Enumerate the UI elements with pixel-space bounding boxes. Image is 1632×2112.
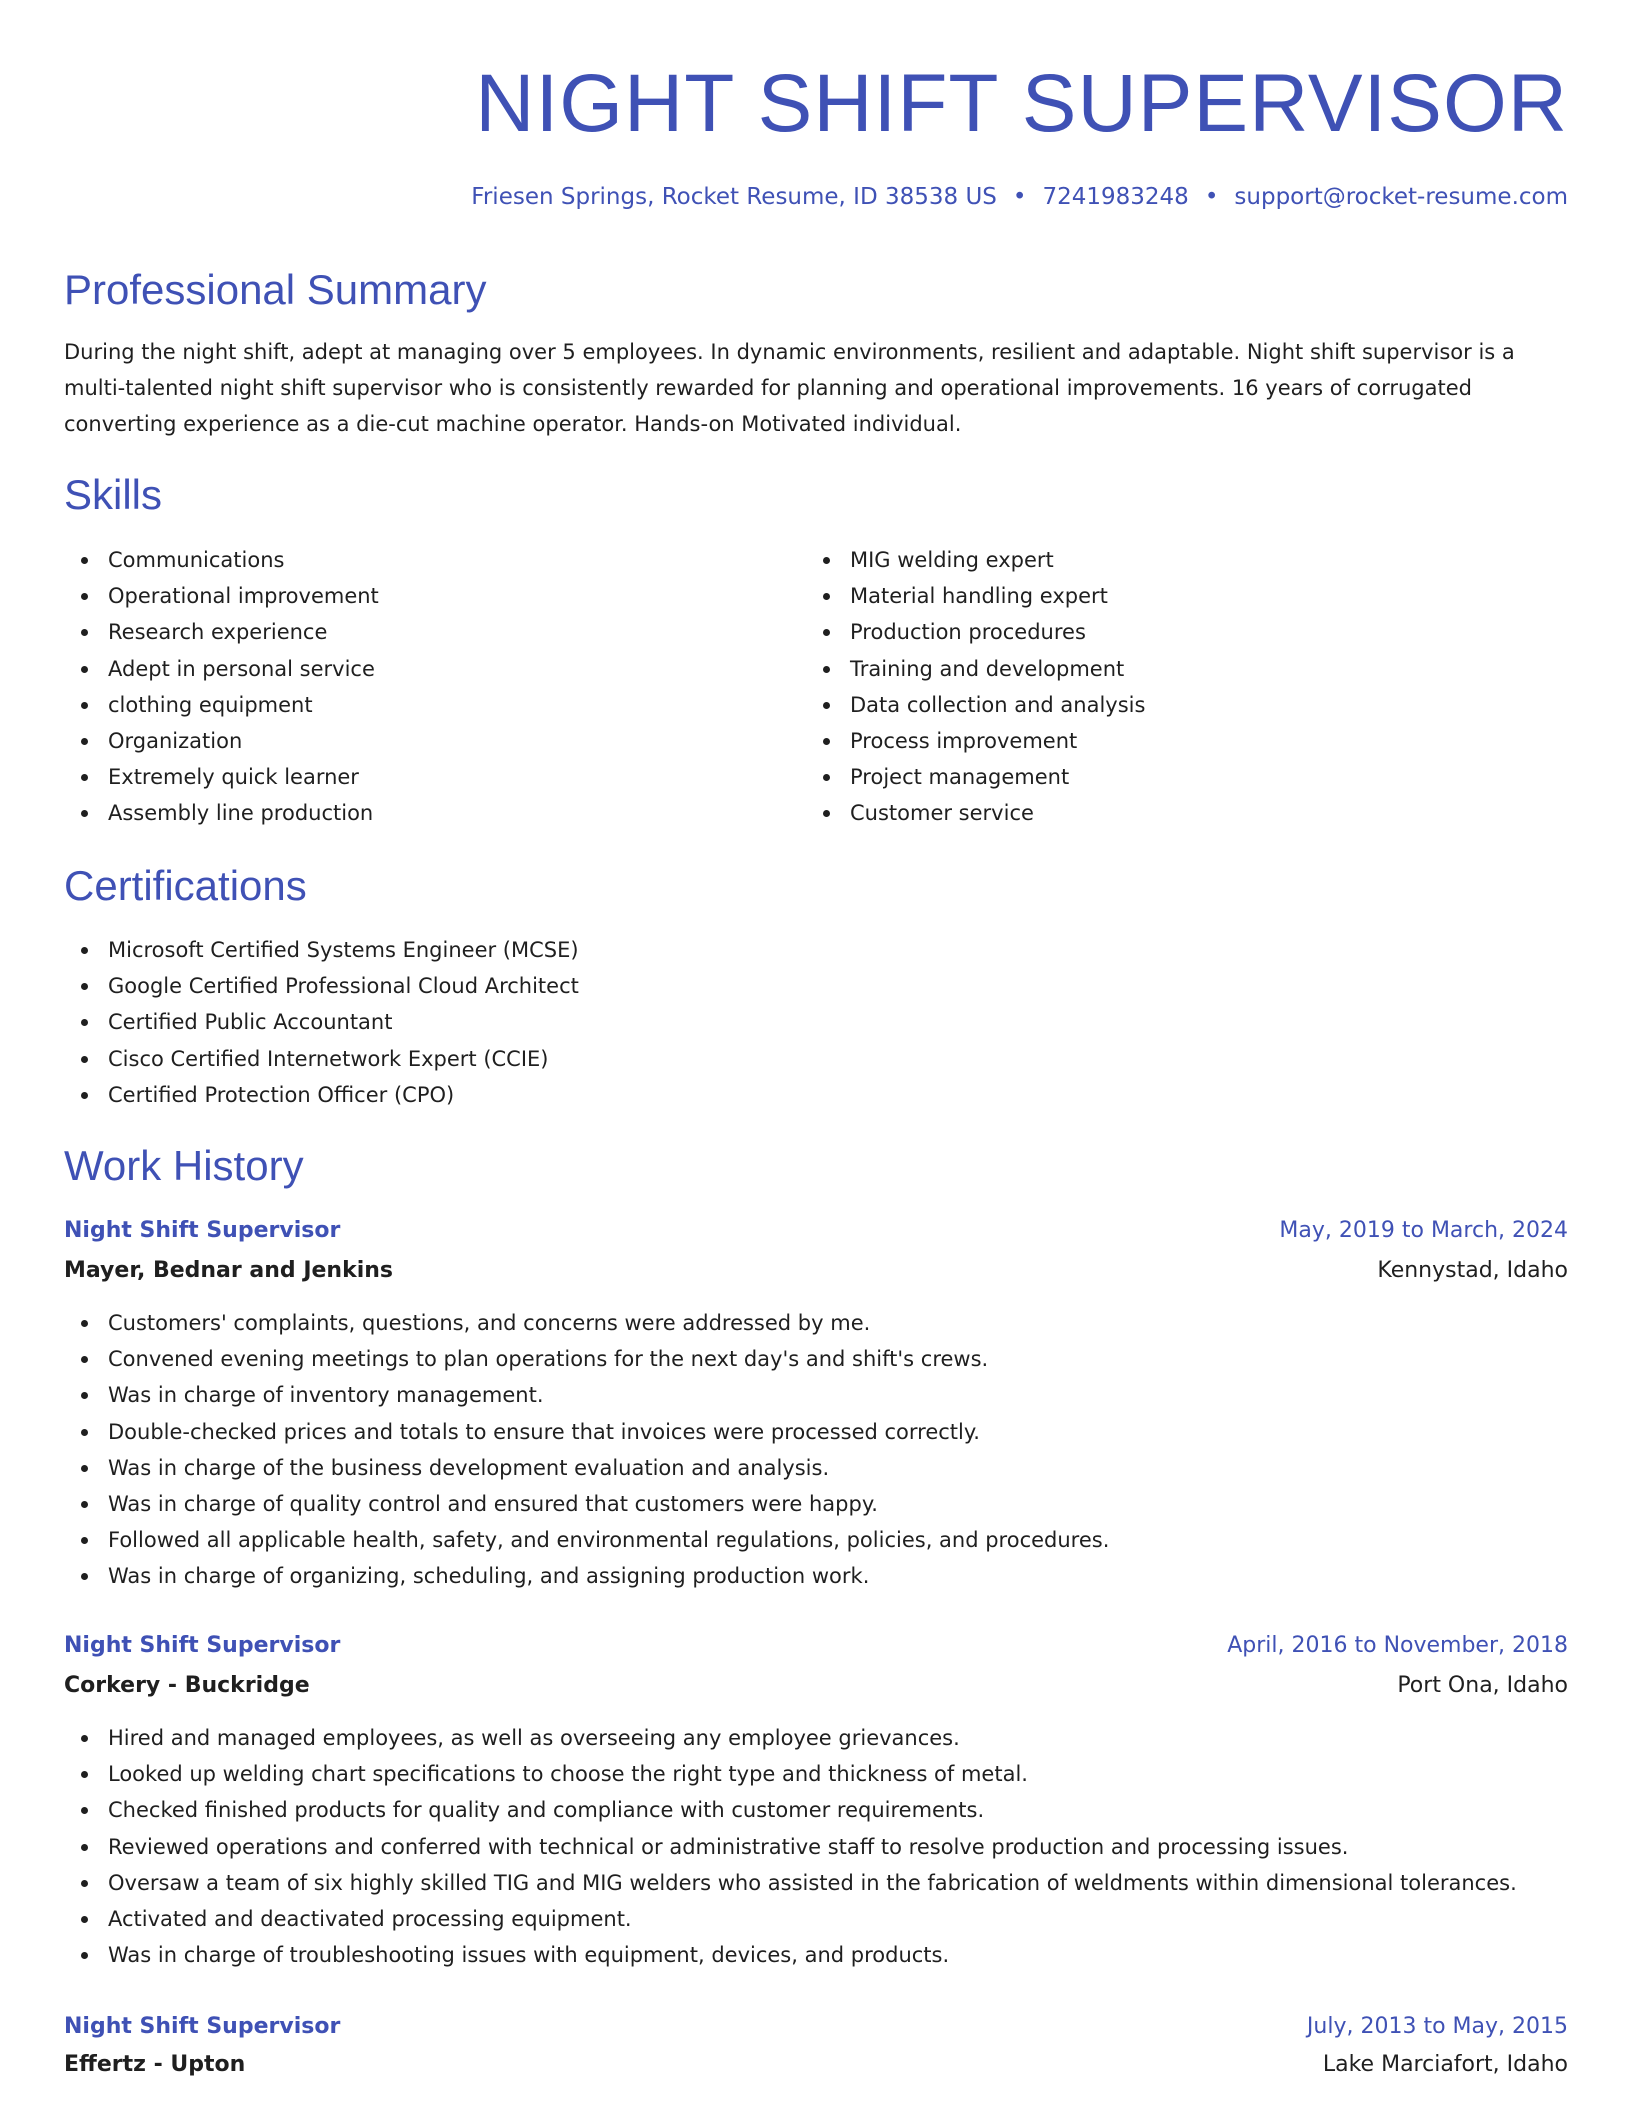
- list-item: Followed all applicable health, safety, and environmental regulations, policies, and procedures.: [64, 1522, 1109, 1558]
- certifications-list: [64, 932, 579, 1113]
- job-title: Night Shift Supervisor: [64, 2014, 341, 2039]
- section-title-summary: Professional Summary: [64, 266, 487, 313]
- job-title: Night Shift Supervisor: [64, 1218, 341, 1243]
- job-dates: July, 2013 to May, 2015: [1306, 2014, 1568, 2039]
- job-location: Lake Marciafort, Idaho: [1322, 2052, 1568, 2077]
- job-header: [64, 1213, 1568, 1249]
- job-employer: [64, 1668, 1568, 1704]
- contact-separator: •: [1012, 184, 1027, 210]
- list-item: Process improvement: [806, 723, 1145, 759]
- list-item: clothing equipment: [64, 687, 379, 723]
- list-item: Certified Public Accountant: [64, 1004, 579, 1040]
- skills-list-right: [806, 542, 1145, 832]
- contact-phone: 7241983248: [1042, 184, 1189, 210]
- list-item: Production procedures: [806, 614, 1145, 650]
- job-header: [64, 2009, 1568, 2045]
- candidate-name: NIGHT SHIFT SUPERVISOR: [475, 58, 1568, 149]
- list-item: Google Certified Professional Cloud Architect: [64, 968, 579, 1004]
- list-item: Data collection and analysis: [806, 687, 1145, 723]
- job-title: Night Shift Supervisor: [64, 1633, 341, 1658]
- list-item: Assembly line production: [64, 795, 379, 831]
- contact-separator: •: [1204, 184, 1219, 210]
- list-item: Oversaw a team of six highly skilled TIG and MIG welders who assisted in the fabrication of weldments within dimensional tolerances.: [64, 1865, 1517, 1901]
- company-name: Effertz - Upton: [64, 2052, 246, 2077]
- list-item: Was in charge of organizing, scheduling, and assigning production work.: [64, 1558, 1109, 1594]
- job-header: [64, 1628, 1568, 1664]
- list-item: Organization: [64, 723, 379, 759]
- job-dates: April, 2016 to November, 2018: [1227, 1633, 1568, 1658]
- list-item: Reviewed operations and conferred with technical or administrative staff to resolve production and processing issues.: [64, 1829, 1517, 1865]
- job-location: Port Ona, Idaho: [1397, 1673, 1568, 1698]
- job-employer: [64, 1253, 1568, 1289]
- list-item: Research experience: [64, 614, 379, 650]
- list-item: Adept in personal service: [64, 651, 379, 687]
- section-title-certifications: Certifications: [64, 862, 307, 909]
- contact-email[interactable]: support@rocket-resume.com: [1234, 184, 1568, 210]
- list-item: Communications: [64, 542, 379, 578]
- list-item: Operational improvement: [64, 578, 379, 614]
- list-item: Cisco Certified Internetwork Expert (CCIE): [64, 1041, 579, 1077]
- contact-line: [471, 180, 1568, 214]
- section-title-skills: Skills: [64, 471, 163, 518]
- list-item: Activated and deactivated processing equipment.: [64, 1901, 1517, 1937]
- job-bullets: [64, 1305, 1109, 1595]
- section-title-work-history: Work History: [64, 1142, 304, 1189]
- list-item: Extremely quick learner: [64, 759, 379, 795]
- job-employer: [64, 2047, 1568, 2083]
- skills-list-left: [64, 542, 379, 832]
- list-item: Was in charge of inventory management.: [64, 1377, 1109, 1413]
- company-name: Corkery - Buckridge: [64, 1673, 310, 1698]
- job-location: Kennystad, Idaho: [1377, 1258, 1568, 1283]
- summary-text: During the night shift, adept at managing over 5 employees. In dynamic environments, resilient and adaptable. Night shift supervisor is a multi-talented night shift supervisor who is consistently rewarded for planning and operational improvements. 16 years of corrugated converting experience as a die-cut machine operator. Hands-on Motivated individual.: [64, 340, 1515, 436]
- list-item: Microsoft Certified Systems Engineer (MCSE): [64, 932, 579, 968]
- list-item: Certified Protection Officer (CPO): [64, 1077, 579, 1113]
- list-item: Was in charge of the business development evaluation and analysis.: [64, 1450, 1109, 1486]
- list-item: Convened evening meetings to plan operations for the next day's and shift's crews.: [64, 1341, 1109, 1377]
- list-item: Was in charge of troubleshooting issues with equipment, devices, and products.: [64, 1937, 1517, 1973]
- company-name: Mayer, Bednar and Jenkins: [64, 1258, 394, 1283]
- list-item: Was in charge of quality control and ensured that customers were happy.: [64, 1486, 1109, 1522]
- list-item: Checked finished products for quality and compliance with customer requirements.: [64, 1792, 1517, 1828]
- list-item: Training and development: [806, 651, 1145, 687]
- list-item: Material handling expert: [806, 578, 1145, 614]
- list-item: Customer service: [806, 795, 1145, 831]
- list-item: Customers' complaints, questions, and concerns were addressed by me.: [64, 1305, 1109, 1341]
- list-item: Hired and managed employees, as well as overseeing any employee grievances.: [64, 1720, 1517, 1756]
- job-bullets: [64, 1720, 1517, 1973]
- list-item: MIG welding expert: [806, 542, 1145, 578]
- list-item: Double-checked prices and totals to ensure that invoices were processed correctly.: [64, 1414, 1109, 1450]
- job-dates: May, 2019 to March, 2024: [1279, 1218, 1568, 1243]
- contact-address: Friesen Springs, Rocket Resume, ID 38538 US: [471, 184, 997, 210]
- list-item: Looked up welding chart specifications to choose the right type and thickness of metal.: [64, 1756, 1517, 1792]
- list-item: Project management: [806, 759, 1145, 795]
